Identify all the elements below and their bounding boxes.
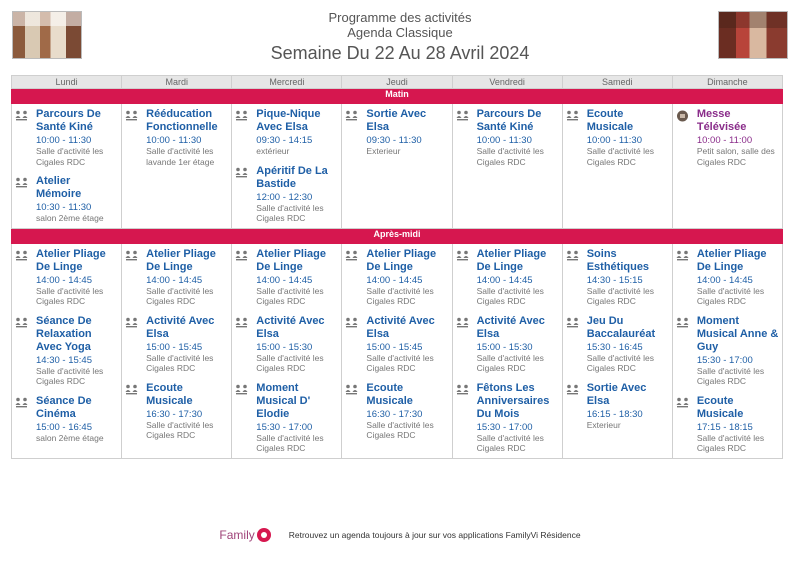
activity-title: Atelier Mémoire <box>36 175 82 200</box>
activity-time: 15:30 - 16:45 <box>586 341 643 353</box>
period-row <box>12 104 783 229</box>
activity-item[interactable] <box>676 395 779 454</box>
group-activity-icon <box>566 109 579 121</box>
activity-title: Atelier Pliage De Linge <box>256 247 326 273</box>
group-activity-icon <box>15 249 28 261</box>
activity-title: Activité Avec Elsa <box>256 314 325 340</box>
activity-item[interactable] <box>235 165 338 224</box>
activity-location: Exterieur <box>586 419 621 430</box>
activity-title: Soins Esthétiques <box>586 247 650 273</box>
period-header: Après-midi <box>12 228 783 243</box>
day-header-mardi: Mardi <box>122 76 232 89</box>
day-header-row <box>12 76 783 89</box>
activity-time: 15:00 - 15:30 <box>476 341 533 353</box>
activity-body <box>366 382 448 441</box>
activity-time: 10:00 - 11:30 <box>146 135 202 146</box>
familyvi-logo <box>219 528 270 542</box>
activity-body <box>587 108 669 167</box>
footer <box>0 528 800 542</box>
activity-location: salon 2ème étage <box>36 432 104 443</box>
activity-body <box>256 382 338 454</box>
activity-location: Salle d'activité les Cigales RDC <box>476 432 544 453</box>
activity-time: 15:30 - 17:00 <box>476 421 533 433</box>
activity-time: 10:00 - 11:30 <box>586 135 642 146</box>
activity-item[interactable] <box>456 315 559 374</box>
activity-title: Ecoute Musicale <box>696 394 744 420</box>
activity-time: 10:30 - 11:30 <box>36 202 92 213</box>
group-activity-icon <box>676 396 689 408</box>
activity-location: Salle d'activité les lavande 1er étage <box>146 146 215 167</box>
group-activity-icon <box>235 249 248 261</box>
group-activity-icon <box>235 109 248 121</box>
activity-location: Salle d'activité les Cigales RDC <box>696 285 765 306</box>
activity-item[interactable] <box>15 315 118 387</box>
activity-time: 12:00 - 12:30 <box>256 191 313 203</box>
day-cell <box>672 243 782 458</box>
activity-body <box>366 108 448 157</box>
activity-title: Parcours De Santé Kiné <box>476 108 542 133</box>
activity-location: Exterieur <box>366 146 401 156</box>
activity-title: Ecoute Musicale <box>586 108 634 133</box>
activity-time: 14:30 - 15:45 <box>36 354 92 366</box>
activity-time: 15:00 - 15:30 <box>256 341 313 353</box>
activity-body <box>697 395 779 454</box>
day-cell <box>122 104 232 229</box>
activity-item[interactable] <box>345 248 448 307</box>
activity-body <box>366 315 448 374</box>
group-activity-icon <box>125 109 138 121</box>
activity-time: 10:00 - 11:00 <box>696 135 753 146</box>
activity-body <box>146 108 228 167</box>
activity-body <box>146 248 228 307</box>
activity-title: Séance De Cinéma <box>36 394 92 420</box>
activity-item[interactable] <box>456 382 559 454</box>
group-activity-icon <box>125 316 138 328</box>
activity-time: 14:00 - 14:45 <box>366 274 423 286</box>
activity-location: Salle d'activité les Cigales RDC <box>146 419 214 440</box>
activity-title: Apéritif De La Bastide <box>256 164 328 190</box>
activity-title: Atelier Pliage De Linge <box>696 247 767 273</box>
activity-location: Salle d'activité les Cigales RDC <box>696 432 765 453</box>
page-header <box>0 10 800 64</box>
activity-item[interactable] <box>676 248 779 307</box>
activity-time: 15:00 - 15:45 <box>146 341 203 353</box>
activity-item[interactable] <box>456 108 559 167</box>
day-header-vendredi: Vendredi <box>452 76 562 89</box>
activity-item[interactable] <box>15 395 118 444</box>
activity-time: 14:00 - 14:45 <box>696 274 753 286</box>
activity-item[interactable] <box>125 108 228 167</box>
activity-item[interactable] <box>566 382 669 431</box>
activity-time: 14:30 - 15:15 <box>586 274 643 286</box>
group-activity-icon <box>235 166 248 178</box>
activity-item[interactable] <box>676 315 779 387</box>
activity-body <box>36 315 118 387</box>
activity-location: Salle d'activité les Cigales RDC <box>366 285 434 306</box>
activity-item[interactable] <box>235 382 338 454</box>
page-subtitle: Agenda Classique <box>347 25 453 40</box>
activity-title: Moment Musical D' Elodie <box>256 381 311 420</box>
activity-location: Salle d'activité les Cigales RDC <box>36 146 104 167</box>
group-activity-icon <box>456 383 469 395</box>
activity-location: Salle d'activité les Cigales RDC <box>586 285 654 306</box>
activity-body <box>697 315 779 387</box>
activity-item[interactable] <box>235 248 338 307</box>
activity-body <box>146 382 228 441</box>
day-cell <box>232 243 342 458</box>
activity-body <box>587 315 669 374</box>
day-header-dimanche: Dimanche <box>672 76 782 89</box>
logo-mark-icon <box>257 528 271 542</box>
day-header-samedi: Samedi <box>562 76 672 89</box>
activity-item[interactable] <box>125 382 228 441</box>
activity-location: Salle d'activité les Cigales RDC <box>696 365 765 386</box>
logo-text: Family <box>219 528 255 542</box>
activity-item[interactable] <box>345 382 448 441</box>
day-header-lundi: Lundi <box>12 76 122 89</box>
group-activity-icon <box>15 109 28 121</box>
activity-item[interactable] <box>566 108 669 167</box>
day-cell <box>122 243 232 458</box>
period-header: Matin <box>12 89 783 104</box>
activity-time: 14:00 - 14:45 <box>36 274 92 286</box>
activity-time: 15:00 - 16:45 <box>36 421 92 433</box>
day-cell <box>452 104 562 229</box>
activity-title: Activité Avec Elsa <box>366 314 435 340</box>
activity-title: Parcours De Santé Kiné <box>36 108 101 133</box>
activity-time: 16:30 - 17:30 <box>146 408 203 420</box>
day-cell <box>342 243 452 458</box>
activity-title: Atelier Pliage De Linge <box>36 247 106 273</box>
day-cell <box>562 104 672 229</box>
group-activity-icon <box>566 249 579 261</box>
activity-title: Sortie Avec Elsa <box>366 108 427 133</box>
activity-item[interactable] <box>125 315 228 374</box>
activity-title: Sortie Avec Elsa <box>586 381 647 407</box>
group-activity-icon <box>566 316 579 328</box>
activity-location: Salle d'activité les Cigales RDC <box>256 285 324 306</box>
activity-item[interactable] <box>566 248 669 307</box>
activity-item[interactable] <box>15 108 118 167</box>
activity-title: Moment Musical Anne & Guy <box>696 314 779 353</box>
activity-title: Ecoute Musicale <box>366 381 413 407</box>
day-cell <box>452 243 562 458</box>
activity-location: Salle d'activité les Cigales RDC <box>36 285 104 306</box>
day-header-jeudi: Jeudi <box>342 76 452 89</box>
activity-body <box>477 248 559 307</box>
activity-time: 10:00 - 11:30 <box>36 135 92 146</box>
activity-body <box>146 315 228 374</box>
activity-item[interactable] <box>566 315 669 374</box>
activity-item[interactable] <box>345 108 448 157</box>
activity-location: Salle d'activité les Cigales RDC <box>366 419 434 440</box>
activity-body <box>587 382 669 431</box>
activity-location: Salle d'activité les Cigales RDC <box>256 432 324 453</box>
group-activity-icon <box>345 109 358 121</box>
activity-body <box>256 315 338 374</box>
activity-time: 14:00 - 14:45 <box>256 274 313 286</box>
group-activity-icon <box>456 109 469 121</box>
activity-title: Ecoute Musicale <box>146 381 193 407</box>
day-header-mercredi: Mercredi <box>232 76 342 89</box>
activity-body <box>36 248 118 307</box>
activity-item[interactable] <box>235 315 338 374</box>
group-activity-icon <box>676 316 689 328</box>
activity-time: 15:30 - 17:00 <box>256 421 313 433</box>
activity-time: 14:00 - 14:45 <box>146 274 203 286</box>
activity-time: 10:00 - 11:30 <box>476 135 532 146</box>
activity-body <box>256 108 338 157</box>
activity-body <box>366 248 448 307</box>
activity-item[interactable] <box>15 248 118 307</box>
worship-icon <box>676 109 689 121</box>
day-cell <box>562 243 672 458</box>
group-activity-icon <box>456 249 469 261</box>
group-activity-icon <box>235 383 248 395</box>
activity-body <box>36 395 118 444</box>
activity-item[interactable] <box>125 248 228 307</box>
activity-body <box>477 108 559 167</box>
activity-title: Jeu Du Baccalauréat <box>586 314 656 340</box>
day-cell <box>672 104 782 229</box>
page-title: Programme des activités <box>328 10 472 25</box>
group-activity-icon <box>125 249 138 261</box>
day-cell <box>12 243 122 458</box>
group-activity-icon <box>345 249 358 261</box>
activity-location: Salle d'activité les Cigales RDC <box>256 352 324 373</box>
week-title: Semaine Du 22 Au 28 Avril 2024 <box>270 43 530 63</box>
day-cell <box>342 104 452 229</box>
day-cell <box>232 104 342 229</box>
activity-location: Salle d'activité les Cigales RDC <box>146 352 214 373</box>
activity-body <box>256 248 338 307</box>
activity-location: Salle d'activité les Cigales RDC <box>256 202 324 223</box>
weekly-agenda-table <box>11 75 783 459</box>
activity-time: 09:30 - 11:30 <box>366 135 422 146</box>
activity-body <box>587 248 669 307</box>
activity-body <box>477 382 559 454</box>
activity-title: Pique-Nique Avec Elsa <box>256 108 321 133</box>
activity-title: Activité Avec Elsa <box>146 314 215 340</box>
activity-location: Salle d'activité les Cigales RDC <box>586 146 654 167</box>
activity-location: Salle d'activité les Cigales RDC <box>476 146 544 167</box>
activity-title: Atelier Pliage De Linge <box>366 247 437 273</box>
activity-time: 15:00 - 15:45 <box>366 341 423 353</box>
activity-item[interactable] <box>235 108 338 157</box>
activity-body <box>697 108 779 167</box>
activity-location: Salle d'activité les Cigales RDC <box>366 352 434 373</box>
activity-time: 16:30 - 17:30 <box>366 408 423 420</box>
group-activity-icon <box>345 383 358 395</box>
group-activity-icon <box>15 316 28 328</box>
activity-location: Salle d'activité les Cigales RDC <box>586 352 654 373</box>
activity-location: Salle d'activité les Cigales RDC <box>476 352 544 373</box>
activity-time: 14:00 - 14:45 <box>476 274 533 286</box>
activity-body <box>477 315 559 374</box>
activity-title: Fêtons Les Anniversaires Du Mois <box>476 381 550 420</box>
activity-time: 15:30 - 17:00 <box>696 354 753 366</box>
group-activity-icon <box>235 316 248 328</box>
activity-title: Activité Avec Elsa <box>476 314 545 340</box>
activity-time: 09:30 - 14:15 <box>256 135 313 146</box>
activity-body <box>256 165 338 224</box>
activity-time: 16:15 - 18:30 <box>586 408 643 420</box>
activity-location: Salle d'activité les Cigales RDC <box>36 365 104 386</box>
group-activity-icon <box>345 316 358 328</box>
group-activity-icon <box>15 176 28 188</box>
period-row <box>12 243 783 458</box>
activity-item[interactable] <box>345 315 448 374</box>
activity-location: Salle d'activité les Cigales RDC <box>146 285 214 306</box>
activity-title: Rééducation Fonctionnelle <box>146 108 218 133</box>
activity-location: salon 2ème étage <box>36 213 104 223</box>
group-activity-icon <box>15 396 28 408</box>
footer-text: Retrouvez un agenda toujours à jour sur vos applications FamilyVi Résidence <box>288 530 581 540</box>
group-activity-icon <box>125 383 138 395</box>
activity-time: 17:15 - 18:15 <box>696 421 753 433</box>
day-cell <box>12 104 122 229</box>
activity-location: Petit salon, salle des Cigales RDC <box>696 146 775 167</box>
activity-title: Séance De Relaxation Avec Yoga <box>36 314 92 353</box>
activity-location: extérieur <box>256 146 290 156</box>
activity-title: Messe Télévisée <box>696 108 747 133</box>
activity-body <box>36 175 118 224</box>
activity-title: Atelier Pliage De Linge <box>146 247 216 273</box>
activity-item[interactable] <box>676 108 779 167</box>
activity-body <box>36 108 118 167</box>
group-activity-icon <box>456 316 469 328</box>
group-activity-icon <box>676 249 689 261</box>
activity-title: Atelier Pliage De Linge <box>476 247 547 273</box>
activity-body <box>697 248 779 307</box>
activity-location: Salle d'activité les Cigales RDC <box>476 285 544 306</box>
group-activity-icon <box>566 383 579 395</box>
activity-item[interactable] <box>456 248 559 307</box>
activity-item[interactable] <box>15 175 118 224</box>
